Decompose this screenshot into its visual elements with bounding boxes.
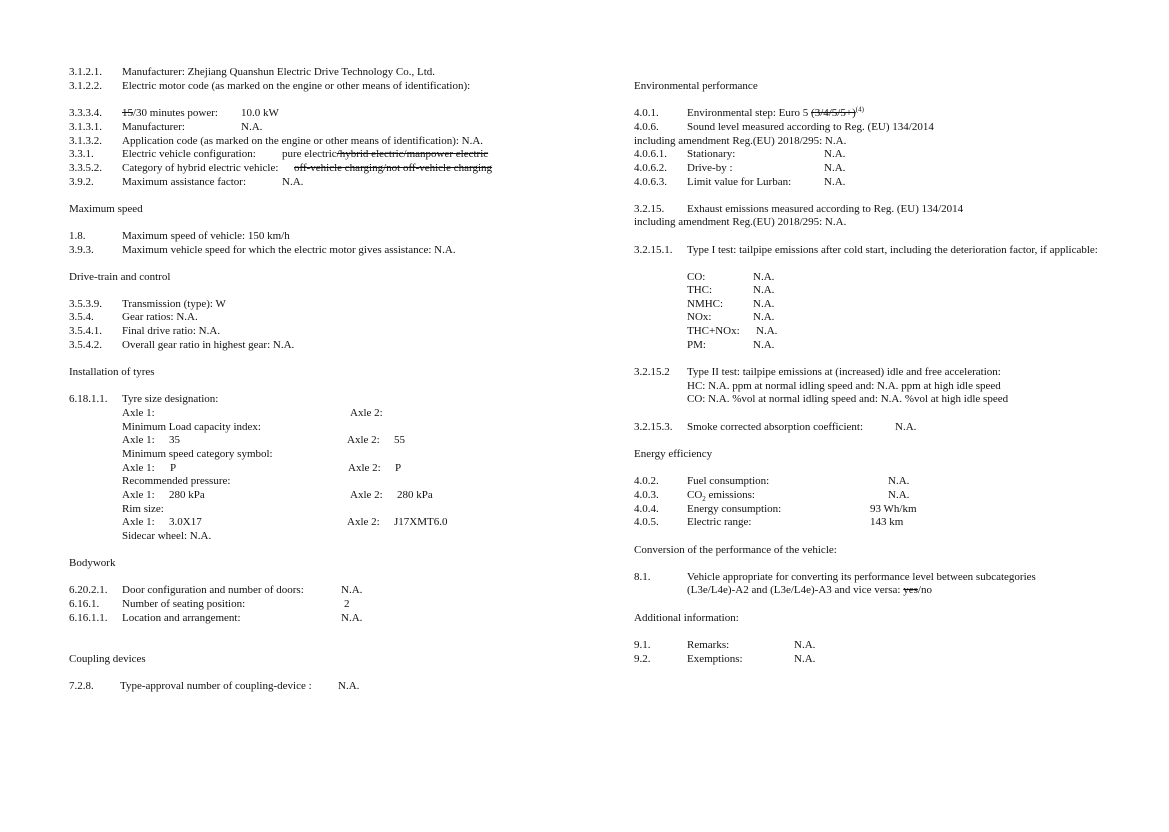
heading-tyres: Installation of tyres (69, 366, 155, 378)
heading-bodywork: Bodywork (69, 557, 116, 569)
heading-conversion: Conversion of the performance of the vehicle: (634, 544, 837, 556)
item-4-0-6-amendment: including amendment Reg.(EU) 2018/295: N.A. (634, 135, 847, 147)
heading-drive-train: Drive-train and control (69, 271, 171, 283)
item-3-2-15-amendment: including amendment Reg.(EU) 2018/295: N.A. (634, 216, 847, 228)
heading-energy: Energy efficiency (634, 448, 713, 460)
heading-coupling: Coupling devices (69, 653, 146, 665)
heading-additional: Additional information: (634, 612, 739, 624)
heading-environmental: Environmental performance (634, 80, 758, 92)
heading-maximum-speed: Maximum speed (69, 203, 143, 215)
